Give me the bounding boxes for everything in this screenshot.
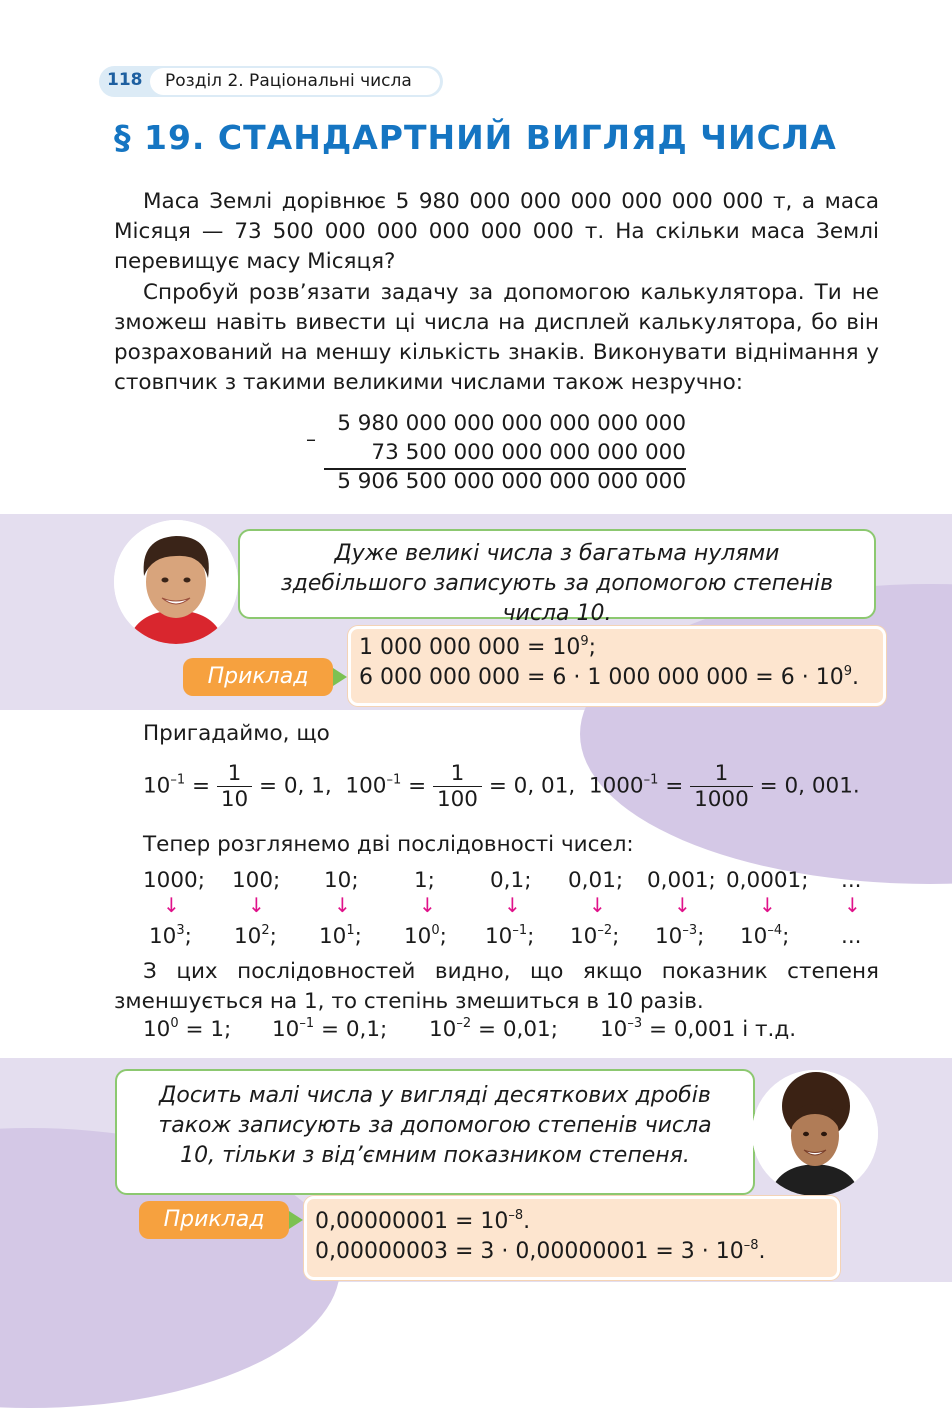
down-arrow-icon: ↓ [248,893,265,917]
power-example-2: $10^{-2} = 0,01$; [429,1016,558,1042]
page-number: 118 [107,70,143,90]
example-1-line-1: 1 000 000 $000 = 10^9$; [359,634,597,660]
subtraction-subtrahend: 73 500 000 000 000 000 000 [371,440,686,465]
example-box-1 [348,626,886,706]
example-badge-2: Приклад [139,1201,289,1239]
speech-bubble-2-text: Досить малі числа у вигляді десяткових дробів також записують за допомогою степенів числа 10, тільки з від’ємним показником степеня. [158,1083,712,1168]
boy-illustration [114,520,238,644]
seq-bottom-8: ... [841,924,862,949]
example-1-line-2: 6 000 000 000 = 6 · 1 000 000 $000 = 6 \cdot 10^9$. [359,664,859,690]
subtraction-minuend: 5 980 000 000 000 000 000 000 [337,411,686,436]
seq-bottom-1: $10^2$; [234,923,277,949]
speech-bubble-1-text: Дуже великі числа з багатьма нулями здебільшого записують за допомогою степенів числа 10. [280,541,834,626]
seq-bottom-3: $10^0$; [404,923,447,949]
recall-text: Пригадаймо, що [143,721,330,746]
seq-bottom-7: $10^{-4}$; [740,923,790,949]
seq-bottom-6: $10^{-3}$; [655,923,705,949]
girl-illustration [752,1070,878,1196]
example-badge-arrow-1 [333,668,347,686]
page-title: § 19. СТАНДАРТНИЙ ВИГЛЯД ЧИСЛА [114,118,837,157]
seq-bottom-0: $10^3$; [149,923,192,949]
seq-top-2: 10; [324,868,359,893]
down-arrow-icon: ↓ [844,893,861,917]
example-badge-arrow-2 [289,1211,303,1229]
down-arrow-icon: ↓ [589,893,606,917]
minus-sign: – [306,427,316,451]
power-example-1: $10^{-1} = 0,1$; [272,1016,388,1042]
seq-top-3: 1; [414,868,435,893]
seq-bottom-4: $10^{-1}$; [485,923,535,949]
seq-top-6: 0,001; [647,868,716,893]
negative-power-formula: $10^{-1}$ = $\frac{1}{10}$ = 0, 1, $100^{-1}$ = $\frac{1}{100}$ = 0, 01, $1000^{-1}$ = $\frac{1}{1000}$ = 0, 001. [143,761,860,812]
section-title: Розділ 2. Раціональні числа [165,71,412,91]
example-2-line-2: $0,00000003 = 3 \cdot 0,00000001 = 3 \cdot 10^{-8}$. [315,1238,766,1264]
girl-avatar [752,1070,878,1196]
seq-top-1: 100; [232,868,281,893]
down-arrow-icon: ↓ [759,893,776,917]
down-arrow-icon: ↓ [504,893,521,917]
subtraction-result: 5 906 500 000 000 000 000 000 [337,469,686,494]
down-arrow-icon: ↓ [334,893,351,917]
power-example-0: $10^0 = 1$; [143,1016,232,1042]
speech-bubble-1 [238,529,876,626]
seq-top-7: 0,0001; [726,868,809,893]
power-example-3: $10^{-3} = 0,001$ і т.д. [600,1016,797,1042]
speech-bubble-2 [115,1069,755,1195]
intro-paragraph-2: Спробуй розв’язати задачу за допомогою калькулятора. Ти не зможеш навіть вивести ці числа на дисплей калькулятора, бо він розрахований на меншу кількість знаків. Виконувати віднімання у стовпчик з такими великими числами також незручно: [114,280,879,395]
seq-top-5: 0,01; [568,868,624,893]
seq-top-8: ... [841,868,862,893]
example-2-line-1: $0,00000001 = 10^{-8}$. [315,1208,531,1234]
intro-paragraph-1: Маса Землі дорівнює 5 980 000 000 000 000 000 000 т, а маса Місяця — 73 500 000 000 000 000 000 т. На скільки маса Землі перевищує масу Місяця? [114,189,879,274]
boy-avatar [114,520,238,644]
down-arrow-icon: ↓ [163,893,180,917]
seq-top-0: 1000; [143,868,205,893]
down-arrow-icon: ↓ [674,893,691,917]
sequences-intro: Тепер розглянемо дві послідовності чисел: [143,832,634,857]
example-badge-1: Приклад [183,658,333,696]
seq-top-4: 0,1; [490,868,532,893]
seq-bottom-5: $10^{-2}$; [570,923,620,949]
seq-bottom-2: $10^1$; [319,923,362,949]
conclusion-paragraph: З цих послідовностей видно, що якщо показник степеня зменшується на 1, то степінь змешиться в 10 разів. [114,959,879,1014]
down-arrow-icon: ↓ [419,893,436,917]
example-box-2 [304,1196,840,1280]
